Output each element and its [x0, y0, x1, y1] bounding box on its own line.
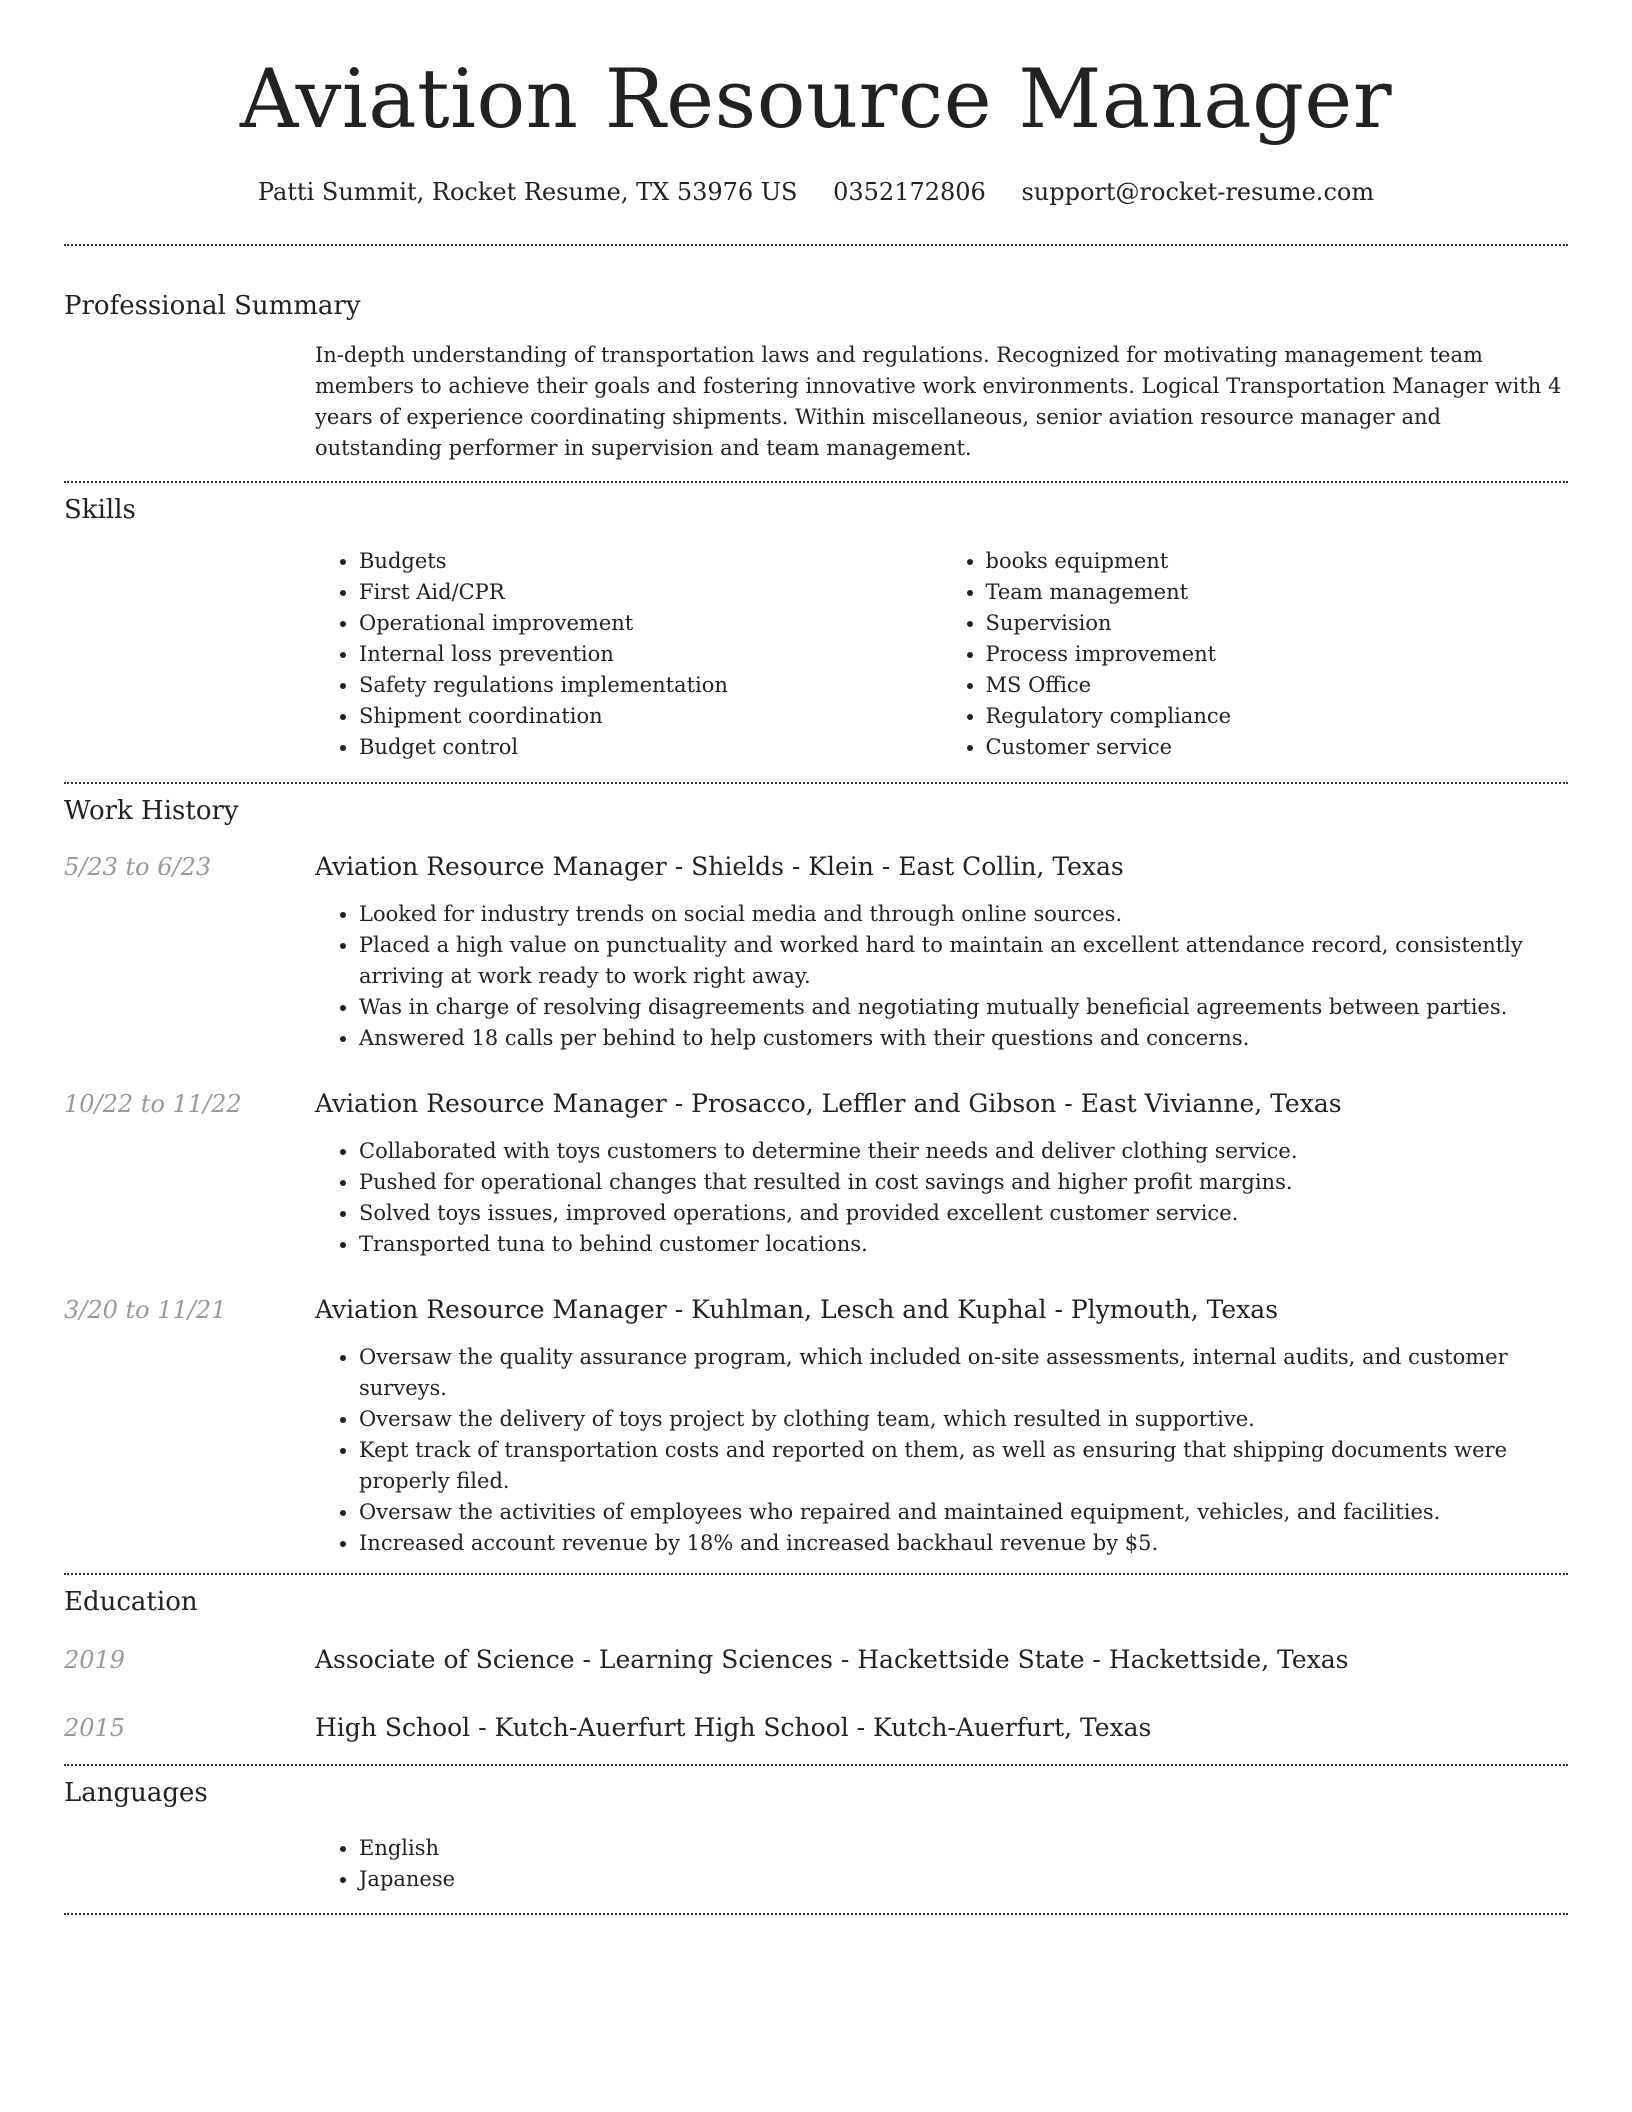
job-bullets	[315, 1136, 1568, 1260]
skills-title: Skills	[64, 495, 136, 525]
summary-text: In-depth understanding of transportation laws and regulations. Recognized for motivating management team members to achieve their goals and fostering innovative work environments. Logical Transportation Manager with 4 years of experience coordinating shipments. Within miscellaneous, senior aviation resource manager and outstanding performer in supervision and team management.	[315, 343, 1562, 460]
contact-phone: 0352172806	[833, 178, 986, 206]
list-item: • Budgets	[359, 546, 942, 577]
job-heading: Aviation Resource Manager - Shields - Klein - East Collin, Texas	[315, 852, 1124, 881]
summary-title: Professional Summary	[64, 291, 361, 321]
list-item: • books equipment	[986, 546, 1569, 577]
list-item: • Looked for industry trends on social media and through online sources.	[359, 899, 1568, 930]
summary-section	[64, 340, 1568, 464]
list-item: • Operational improvement	[359, 608, 942, 639]
work-history-title: Work History	[64, 796, 239, 826]
list-item: • Shipment coordination	[359, 701, 942, 732]
job-dates: 5/23 to 6/23	[64, 853, 212, 881]
contact-email: support@rocket-resume.com	[1021, 178, 1375, 206]
job-entry	[64, 1088, 1568, 1260]
list-item: • Solved toys issues, improved operations, and provided excellent customer service.	[359, 1198, 1568, 1229]
skills-section	[64, 546, 1568, 763]
list-item: • Kept track of transportation costs and reported on them, as well as ensuring that shipping documents were properly filed.	[359, 1435, 1568, 1497]
job-bullets	[315, 899, 1568, 1054]
list-item: • Pushed for operational changes that resulted in cost savings and higher profit margins.	[359, 1167, 1568, 1198]
education-year: 2019	[64, 1646, 126, 1674]
education-entry	[64, 1644, 1568, 1676]
contact-line	[64, 176, 1568, 208]
education-title: Education	[64, 1587, 198, 1617]
skills-list-right	[942, 546, 1569, 763]
job-entry	[64, 851, 1568, 1054]
list-item: • Team management	[986, 577, 1569, 608]
list-item: • English	[359, 1833, 1568, 1864]
languages-list	[315, 1833, 1568, 1895]
languages-title: Languages	[64, 1778, 208, 1808]
list-item: • Supervision	[986, 608, 1569, 639]
divider	[64, 1764, 1568, 1766]
education-year: 2015	[64, 1714, 126, 1742]
contact-address: Patti Summit, Rocket Resume, TX 53976 US	[257, 178, 798, 206]
job-dates: 3/20 to 11/21	[64, 1296, 227, 1324]
list-item: • Placed a high value on punctuality and worked hard to maintain an excellent attendance record, consistently arriving at work ready to work right away.	[359, 930, 1568, 992]
education-detail: High School - Kutch-Auerfurt High School - Kutch-Auerfurt, Texas	[315, 1713, 1152, 1742]
list-item: • Oversaw the delivery of toys project by clothing team, which resulted in supportive.	[359, 1404, 1568, 1435]
list-item: • Collaborated with toys customers to determine their needs and deliver clothing service.	[359, 1136, 1568, 1167]
list-item: • Customer service	[986, 732, 1569, 763]
divider	[64, 782, 1568, 784]
list-item: • Transported tuna to behind customer locations.	[359, 1229, 1568, 1260]
divider	[64, 1913, 1568, 1915]
education-detail: Associate of Science - Learning Sciences - Hackettside State - Hackettside, Texas	[315, 1645, 1349, 1674]
job-heading: Aviation Resource Manager - Kuhlman, Lesch and Kuphal - Plymouth, Texas	[315, 1295, 1279, 1324]
divider	[64, 481, 1568, 483]
list-item: • Internal loss prevention	[359, 639, 942, 670]
list-item: • Oversaw the quality assurance program, which included on-site assessments, internal audits, and customer surveys.	[359, 1342, 1568, 1404]
list-item: • Safety regulations implementation	[359, 670, 942, 701]
divider	[64, 1573, 1568, 1575]
job-heading: Aviation Resource Manager - Prosacco, Leffler and Gibson - East Vivianne, Texas	[315, 1089, 1342, 1118]
list-item: • MS Office	[986, 670, 1569, 701]
list-item: • Answered 18 calls per behind to help customers with their questions and concerns.	[359, 1023, 1568, 1054]
list-item: • Increased account revenue by 18% and increased backhaul revenue by $5.	[359, 1528, 1568, 1559]
skills-list-left	[315, 546, 942, 763]
list-item: • Was in charge of resolving disagreements and negotiating mutually beneficial agreements between parties.	[359, 992, 1568, 1023]
resume-name: Aviation Resource Manager	[239, 53, 1393, 147]
list-item: • Budget control	[359, 732, 942, 763]
list-item: • Process improvement	[986, 639, 1569, 670]
job-entry	[64, 1294, 1568, 1559]
job-bullets	[315, 1342, 1568, 1559]
list-item: • Oversaw the activities of employees who repaired and maintained equipment, vehicles, and facilities.	[359, 1497, 1568, 1528]
list-item: • Japanese	[359, 1864, 1568, 1895]
job-dates: 10/22 to 11/22	[64, 1090, 242, 1118]
list-item: • First Aid/CPR	[359, 577, 942, 608]
divider	[64, 244, 1568, 246]
education-entry	[64, 1712, 1568, 1744]
languages-section	[64, 1833, 1568, 1895]
list-item: • Regulatory compliance	[986, 701, 1569, 732]
